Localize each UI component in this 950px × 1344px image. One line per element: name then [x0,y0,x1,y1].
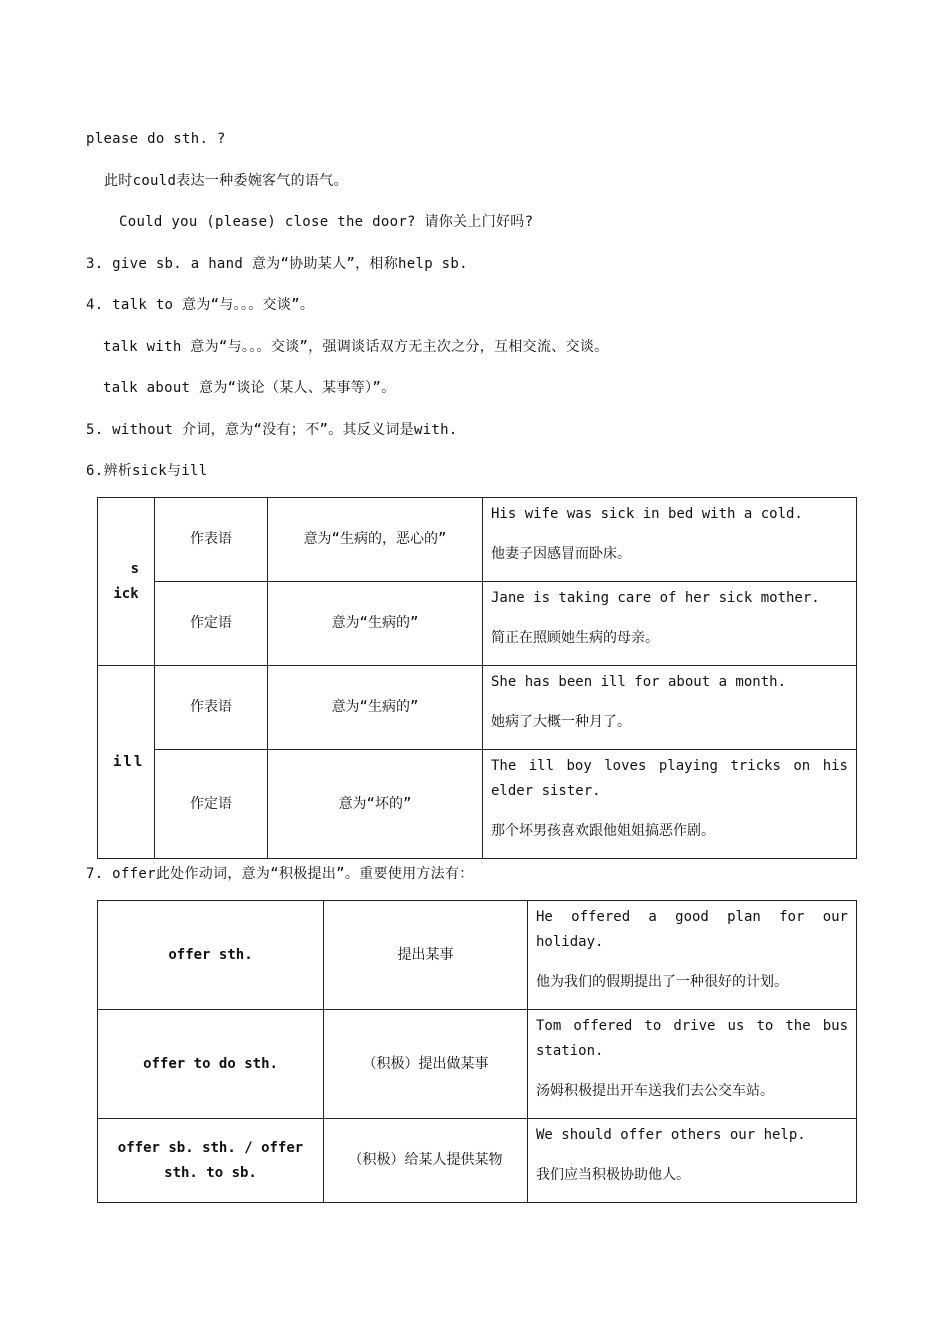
word-cell-ill [98,666,155,859]
usage-cell: 作定语 [155,750,268,859]
usage-cell: 作表语 [155,666,268,750]
word-ill: ill [113,753,145,770]
table-row [98,1119,857,1203]
example-en: We should offer others our help. [536,1127,806,1143]
text-line: 4. talk to 意为“与。。。交谈”。 [86,297,315,313]
example-en: Tom offered to drive us to the bus station. [536,1018,848,1059]
section-heading: 6.辨析sick与ill [86,463,208,479]
example-cell [528,1119,857,1203]
meaning-cell: 意为“生病的” [268,582,483,666]
example-en: His wife was sick in bed with a cold. [491,506,803,522]
example-en: He offered a good plan for our holiday. [536,909,848,950]
example-cn: 她病了大概一种月了。 [491,714,631,730]
example-cn: 他为我们的假期提出了一种很好的计划。 [536,974,788,990]
usage-cell: 作表语 [155,498,268,582]
meaning-cell: 意为“坏的” [268,750,483,859]
table-row [98,498,857,582]
usage-cell: 作定语 [155,582,268,666]
example-en: The ill boy loves playing tricks on his elder sister. [491,758,848,799]
pattern-cell: offer sth. [98,901,324,1010]
word-cell-sick [98,498,155,666]
text-line: 此时could表达一种委婉客气的语气。 [104,173,348,189]
meaning-cell: 提出某事 [324,901,528,1010]
example-en: She has been ill for about a month. [491,674,787,690]
table-row [98,901,857,1010]
example-cn: 我们应当积极协助他人。 [536,1167,690,1183]
example-en: Jane is taking care of her sick mother. [491,590,820,606]
table-row [98,750,857,859]
example-cn: 那个坏男孩喜欢跟他姐姐搞恶作剧。 [491,823,715,839]
text-line: 3. give sb. a hand 意为“协助某人”，相称help sb. [86,256,468,272]
meaning-cell: 意为“生病的” [268,666,483,750]
pattern-cell: offer sb. sth. / offer sth. to sb. [98,1119,324,1203]
text-line: 5. without 介词，意为“没有；不”。其反义词是with. [86,422,458,438]
table-row [98,582,857,666]
example-cn: 汤姆积极提出开车送我们去公交车站。 [536,1083,774,1099]
meaning-cell: 意为“生病的，恶心的” [268,498,483,582]
table-row [98,1010,857,1119]
example-cell [483,582,857,666]
table-row [98,666,857,750]
example-cell [483,666,857,750]
example-cn: 简正在照顾她生病的母亲。 [491,630,659,646]
example-cell [528,901,857,1010]
section-heading: 7. offer此处作动词，意为“积极提出”。重要使用方法有： [86,866,474,882]
example-cell [483,750,857,859]
meaning-cell: （积极）给某人提供某物 [324,1119,528,1203]
pattern-cell: offer to do sth. [98,1010,324,1119]
offer-usage-table [97,900,857,1203]
word-sick-part1: s [130,560,139,577]
example-cn: 他妻子因感冒而卧床。 [491,546,631,562]
meaning-cell: （积极）提出做某事 [324,1010,528,1119]
example-cell [528,1010,857,1119]
text-line: talk about 意为“谈论（某人、某事等）”。 [103,380,396,396]
text-line: talk with 意为“与。。。交谈”，强调谈话双方无主次之分，互相交流、交谈。 [103,339,609,355]
example-cell [483,498,857,582]
example-line: Could you (please) close the door? 请你关上门好吗? [119,214,534,230]
text-line: please do sth. ? [86,131,226,147]
sick-ill-table [97,497,857,859]
word-sick-part2: ick [113,585,139,602]
